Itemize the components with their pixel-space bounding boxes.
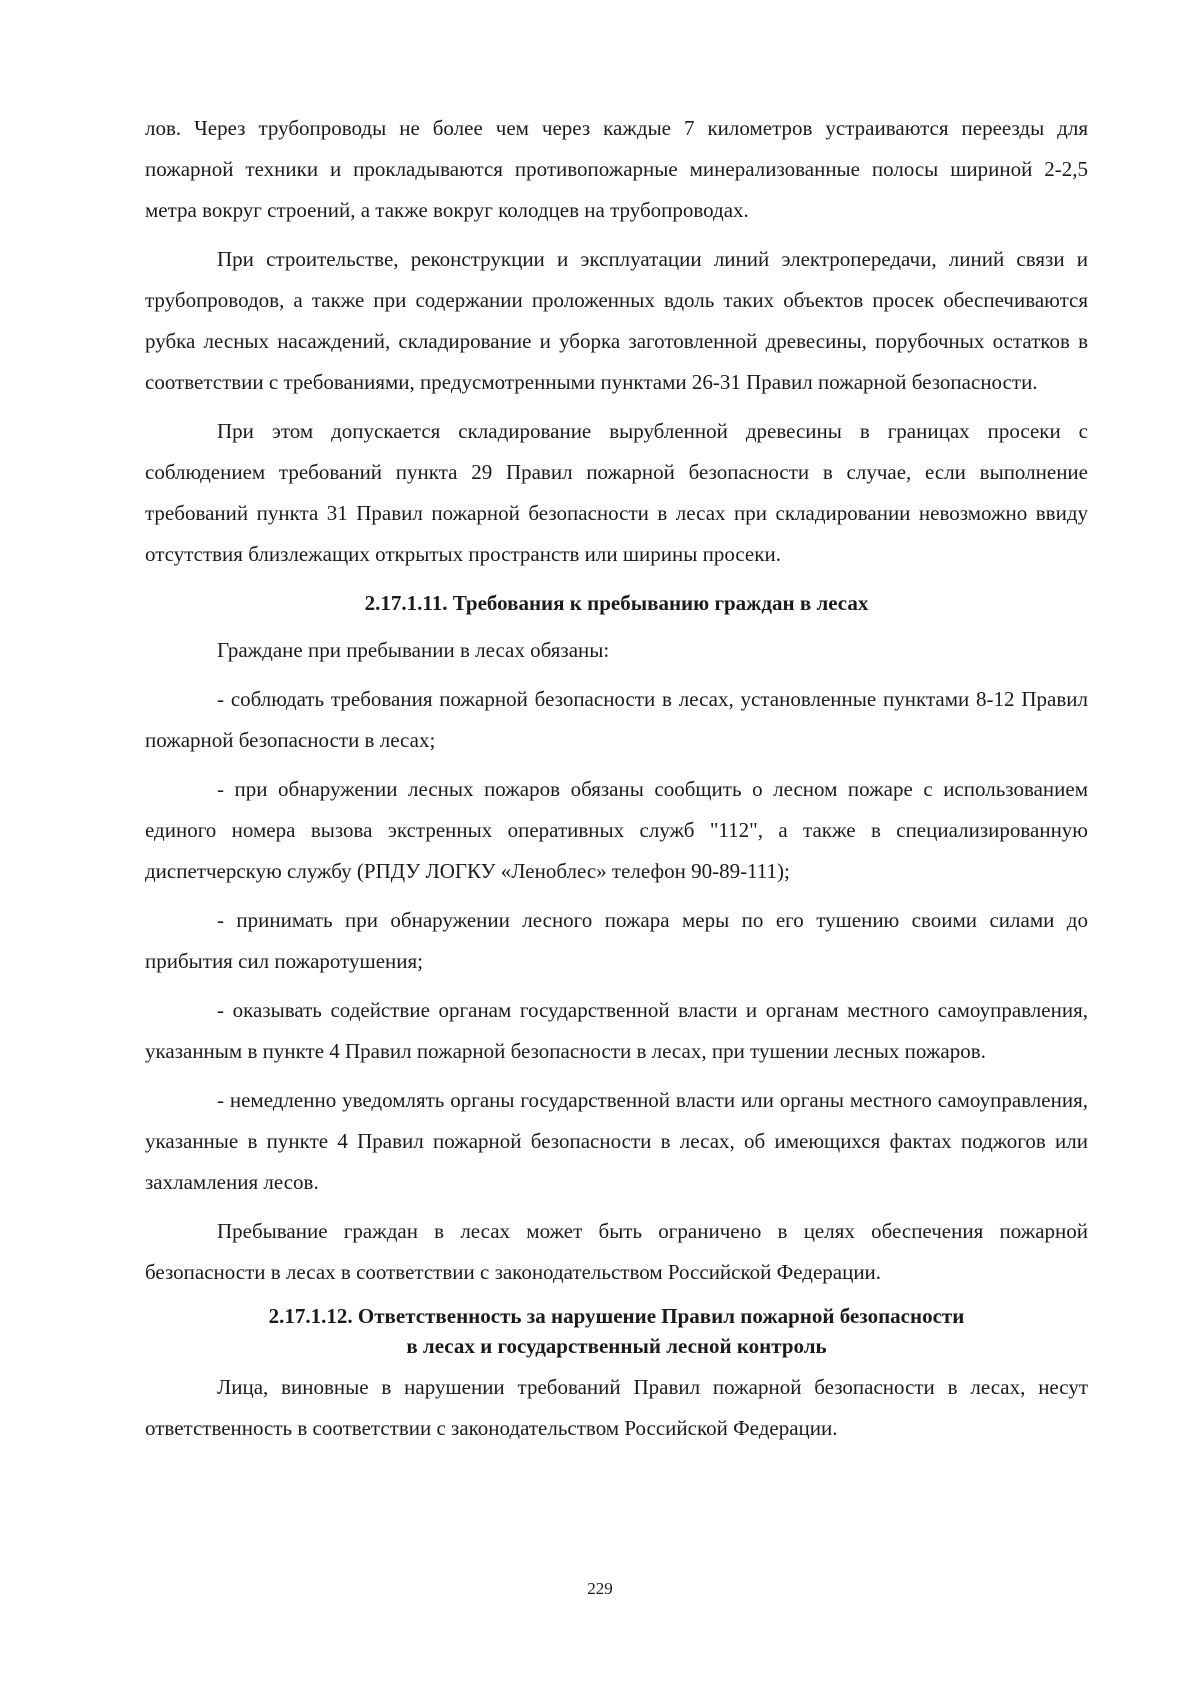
paragraph-power-lines-clearing: При строительстве, реконструкции и эксплуатации линий электропередачи, линий связи и трубопроводов, а также при содержании проложенных вдоль таких объектов просек обеспечиваются рубка лесных насаждений, складирование и уборка заготовленной древесины, порубочных остатков в соответствии с требованиями, предусмотренными пунктами 26-31 Правил пожарной безопасности. (145, 247, 1088, 394)
heading-line-2: в лесах и государственный лесной контроль (406, 1334, 827, 1358)
section-heading-2-17-1-11 (145, 583, 1088, 624)
paragraph-stay-restricted: Пребывание граждан в лесах может быть ограничено в целях обеспечения пожарной безопасности в лесах в соответствии с законодательством Российской Федерации. (145, 1219, 1088, 1284)
list-item-assist-authorities: - оказывать содействие органам государственной власти и органам местного самоуправления, указанным в пункте 4 Правил пожарной безопасности в лесах, при тушении лесных пожаров. (145, 998, 1088, 1063)
document-body (145, 108, 1088, 1449)
list-item-notify-arson: - немедленно уведомлять органы государственной власти или органы местного самоуправления, указанные в пункте 4 Правил пожарной безопасности в лесах, об имеющихся фактах поджогов или захламления лесов. (145, 1088, 1088, 1194)
paragraph-citizens-obliged: Граждане при пребывании в лесах обязаны: (217, 638, 610, 662)
heading-line: 2.17.1.11. Требования к пребыванию граждан в лесах (364, 591, 869, 615)
page-number: 229 (587, 1579, 613, 1598)
list-item-extinguish-fire: - принимать при обнаружении лесного пожара меры по его тушению своими силами до прибытия сил пожаротушения; (145, 908, 1088, 973)
section-heading-2-17-1-12 (145, 1301, 1088, 1361)
heading-line-1: 2.17.1.12. Ответственность за нарушение Правил пожарной безопасности (268, 1304, 965, 1328)
list-item-report-fire: - при обнаружении лесных пожаров обязаны сообщить о лесном пожаре с использованием единого номера вызова экстренных оперативных служб "112", а также в специализированную диспетчерскую службу (РПДУ ЛОГКУ «Леноблес» телефон 90-89-111); (145, 777, 1088, 883)
paragraph-wood-storage: При этом допускается складирование вырубленной древесины в границах просеки с соблюдением требований пункта 29 Правил пожарной безопасности в случае, если выполнение требований пункта 31 Правил пожарной безопасности в лесах при складировании невозможно ввиду отсутствия близлежащих открытых пространств или ширины просеки. (145, 419, 1088, 566)
paragraph-pipeline-crossings: лов. Через трубопроводы не более чем через каждые 7 километров устраиваются переезды для пожарной техники и прокладываются противопожарные минерализованные полосы шириной 2-2,5 метра вокруг строений, а также вокруг колодцев на трубопроводах. (145, 116, 1088, 222)
list-item-comply-requirements: - соблюдать требования пожарной безопасности в лесах, установленные пунктами 8-12 Правил пожарной безопасности в лесах; (145, 687, 1088, 752)
document-page (145, 108, 1088, 1457)
paragraph-responsibility: Лица, виновные в нарушении требований Правил пожарной безопасности в лесах, несут ответственность в соответствии с законодательством Российской Федерации. (145, 1375, 1088, 1440)
